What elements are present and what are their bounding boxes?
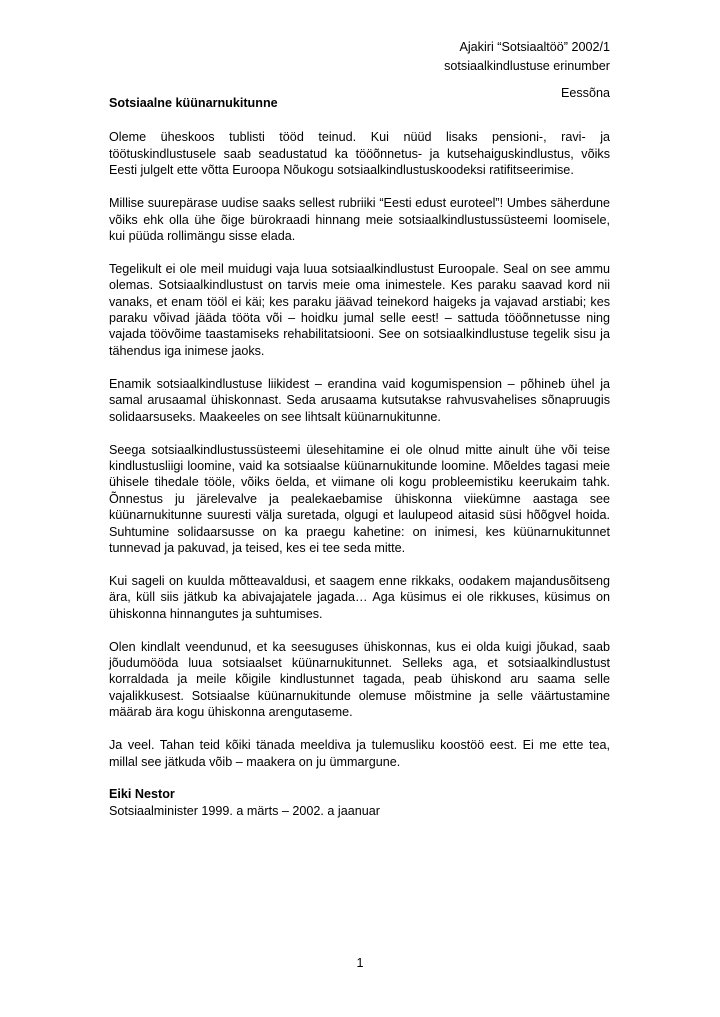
page-number: 1	[356, 956, 364, 970]
section-label: Eessõna	[560, 86, 610, 100]
paragraph-2: Millise suurepärase uudise saaks sellest rubriiki “Eesti edust euroteel”! Umbes säherdune võiks ehk olla ühe õige bürokraadi hinnang meie sotsiaalkindlustussüsteemi loomisele, kui püüda rollimängu sisse elada.	[109, 196, 610, 243]
article-body	[109, 95, 610, 819]
paragraph-6: Kui sageli on kuulda mõtteavaldusi, et saagem enne rikkaks, oodakem majandusõitseng ära, küll siis jätkub ka abivajajatele jagada… Aga küsimus ei ole rikkuses, küsimus on ühiskonna hinnangutes ja suhtumises.	[109, 573, 610, 621]
article-title: Sotsiaalne küünarnukitunne	[109, 96, 278, 110]
paragraph-8: Ja veel. Tahan teid kõiki tänada meeldiva ja tulemusliku koostöö eest. Ei me ette tea, millal see jätkuda võib – maakera on ju ümmargune.	[109, 738, 610, 769]
author-name: Eiki Nestor	[109, 787, 175, 802]
journal-issue: sotsiaalkindlustuse erinumber	[444, 59, 610, 73]
paragraph-5: Seega sotsiaalkindlustussüsteemi ülesehitamine ei ole olnud mitte ainult ühe või teise kindlustusliigi loomine, vaid ka sotsiaalse küünarnukitunde loomine. Mõeldes tagasi meie ühisele tihedale tööle, võiks öelda, et viimane oli kogu probleemistiku keerukaim tahk. Õnnestus ju järelevalve ja pealekaebamise ühiskonna viiekümne aastaga see küünarnukitunne suuresti välja suretada, olgugi et laulupeod aitasid süsi hõõgvel hoida. Suhtumine solidaarsusse on ka praegu kahetine: on inimesi, kes küünarnukitunnet tunnevad ja pakuvad, ja teised, kes ei tee seda mitte.	[109, 442, 610, 555]
paragraph-3: Tegelikult ei ole meil muidugi vaja luua sotsiaalkindlustust Euroopale. Seal on see ammu olemas. Sotsiaalkindlustust on tarvis meie oma inimestele. Kes paraku saavad kord nii vanaks, et enam tööl ei käi; kes paraku jäävad teinekord haigeks ja vajavad arstiabi; kes paraku võivad jääda tööta või – hoidku jumal selle eest! – sattuda tööõnnetusse ning vajada töövõime taastamiseks rehabilitatsiooni. See on sotsiaalkindlustuse tegelik sisu ja tähendus iga inimese jaoks.	[109, 261, 610, 358]
paragraph-7: Olen kindlalt veendunud, et ka seesuguses ühiskonnas, kus ei olda kuigi jõukad, saab jõudumööda luua sotsiaalset küünarnukitunnet. Selleks aga, et sotsiaalkindlustust korraldada ja meile kõigile kindlustunnet tagada, peab ühiskond aru saama selle vajalikkusest. Sotsiaalse küünarnukitunde olemuse mõistmine ja selle väärtustamine määrab ära kogu ühiskonna arengutaseme.	[109, 639, 610, 720]
paragraph-4: Enamik sotsiaalkindlustuse liikidest – erandina vaid kogumispension – põhineb ühel ja samal arusaamal ühiskonnast. Seda arusaama kutsutakse rahvusvahelises sõnapruugis solidaarsuseks. Maakeeles on see lihtsalt küünarnukitunne.	[109, 376, 610, 424]
journal-title: Ajakiri “Sotsiaaltöö” 2002/1	[459, 40, 610, 54]
journal-header	[444, 38, 610, 76]
paragraph-1: Oleme üheskoos tublisti tööd teinud. Kui nüüd lisaks pensioni-, ravi- ja töötuskindlustusele saab seadustatud ka tööõnnetus- ja kutsehaiguskindlustus, võiks Eesti julgelt ette võtta Euroopa Nõukogu sotsiaalkindlustuskoodeksi ratifitseerimise.	[109, 130, 610, 178]
author-role: Sotsiaalminister 1999. a märts – 2002. a jaanuar	[109, 803, 380, 818]
